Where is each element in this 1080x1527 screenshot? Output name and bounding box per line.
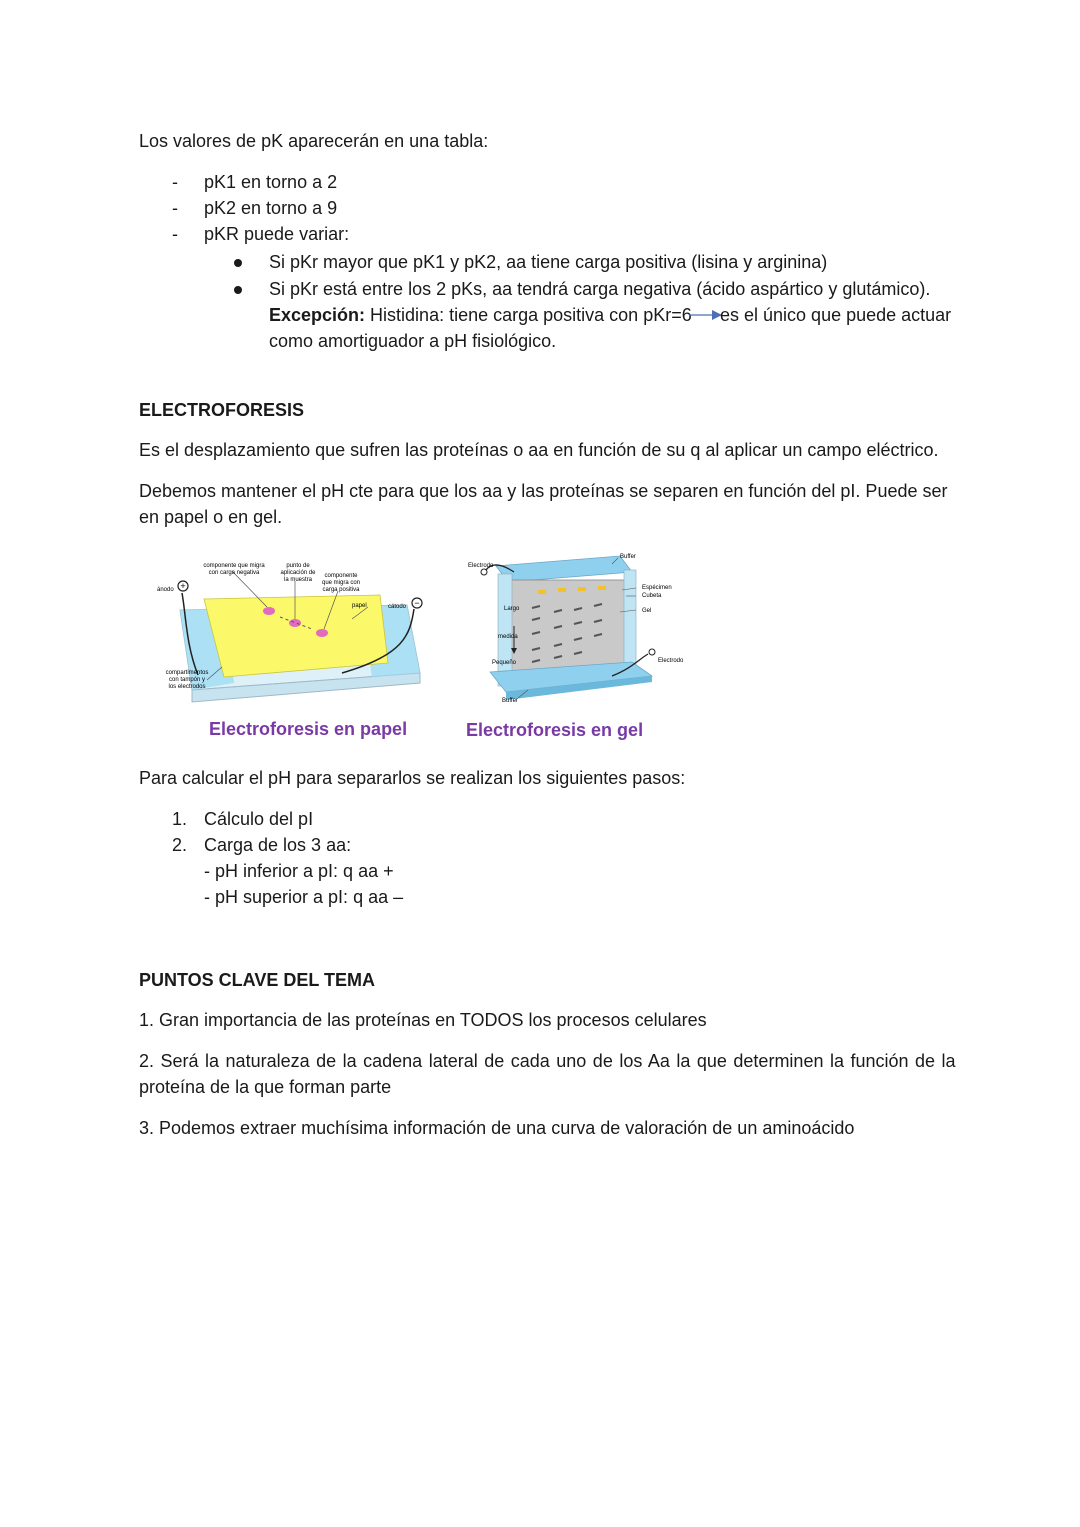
gel-electrophoresis-figure (462, 550, 694, 710)
step-2-sub-1: - pH inferior a pI: q aa + (204, 861, 394, 881)
pkr-bullet-1: Si pKr mayor que pK1 y pK2, aa tiene carga positiva (lisina y arginina) (269, 252, 828, 272)
label-negative-1: componente que migra (203, 563, 265, 569)
paper-electrophoresis-figure (152, 555, 434, 715)
exception-line (269, 302, 692, 328)
label-paper: papel (352, 603, 367, 609)
label-compartments-1: compartimentos (165, 670, 209, 676)
step-2-sub-2: - pH superior a pI: q aa – (204, 887, 404, 907)
steps-intro: Para calcular el pH para separarlos se realizan los siguientes pasos: (139, 768, 686, 788)
key-points-heading: PUNTOS CLAVE DEL TEMA (139, 970, 376, 990)
label-cathode: cátodo (388, 604, 407, 610)
label-positive-2: que migra con (321, 580, 361, 586)
electro-heading: ELECTROFORESIS (139, 400, 305, 420)
pk1-item: pK1 en torno a 2 (204, 172, 338, 192)
dash-marker: - (172, 198, 178, 218)
label-compartments-3: los electrodos (168, 684, 206, 690)
label-large: Largo (504, 606, 520, 612)
plus-sign: + (180, 581, 186, 591)
intro-text: Los valores de pK aparecerán en una tabla: (139, 131, 489, 151)
exception-after: es el único que puede actuar (720, 305, 952, 325)
exception-text: Histidina: tiene carga positiva con pKr=6 (370, 305, 692, 325)
pkr-item: pKR puede variar: (204, 224, 350, 244)
label-point-2: aplicación de (280, 570, 316, 576)
pkr-bullet-2: Si pKr está entre los 2 pKs, aa tendrá carga negativa (ácido aspártico y glutámico). (269, 279, 931, 299)
label-point-3: la muestra (283, 577, 313, 583)
bullet-dot (234, 259, 242, 267)
label-buffer-top: Buffer (620, 554, 636, 560)
label-anode: ánodo (157, 587, 174, 593)
label-compartments-2: con tampón y (168, 677, 206, 683)
electro-paragraph-2a: Debemos mantener el pH cte para que los aa y las proteínas se separen en función del pI. Puede ser (139, 481, 948, 501)
dash-marker: - (172, 172, 178, 192)
bullet-dot (234, 286, 242, 294)
label-medium: medida (498, 634, 518, 640)
dash-marker: - (172, 224, 178, 244)
label-electrode-bottom: Electrodo (658, 658, 684, 664)
key-point-1: 1. Gran importancia de las proteínas en TODOS los procesos celulares (139, 1010, 707, 1030)
label-buffer-bottom: Buffer (502, 698, 518, 704)
exception-line-2: como amortiguador a pH fisiológico. (269, 331, 557, 351)
electro-paragraph-1: Es el desplazamiento que sufren las proteínas o aa en función de su q al aplicar un campo eléctrico. (139, 440, 939, 460)
label-positive-1: componente (324, 573, 358, 579)
label-point-1: punto de (286, 563, 310, 569)
gel-figure-caption: Electroforesis en gel (466, 720, 644, 740)
step-number: 2. (172, 835, 188, 855)
arrow-icon (688, 308, 724, 322)
step-2-text: Carga de los 3 aa: (204, 835, 352, 855)
electro-paragraph-2b: en papel o en gel. (139, 507, 283, 527)
key-point-2b: proteína de la que forman parte (139, 1077, 392, 1097)
step-number: 1. (172, 809, 188, 829)
label-electrode-top: Electrodo (468, 563, 494, 569)
label-small: Pequeño (492, 660, 517, 666)
label-negative-2: con carga negativa (208, 570, 260, 576)
label-gel: Gel (642, 608, 652, 614)
exception-label: Excepción: (269, 305, 366, 325)
label-specimen: Espécimen (642, 585, 672, 591)
pk2-item: pK2 en torno a 9 (204, 198, 338, 218)
key-point-3: 3. Podemos extraer muchísima información de una curva de valoración de un aminoácido (139, 1118, 855, 1138)
label-cubeta: Cubeta (642, 593, 662, 599)
label-positive-3: carga positiva (322, 587, 360, 593)
minus-sign: − (414, 598, 420, 608)
key-point-2a: 2. Será la naturaleza de la cadena lateral de cada uno de los Aa la que determinen la función de la (139, 1051, 956, 1071)
step-1-text: Cálculo del pI (204, 809, 314, 829)
paper-figure-caption: Electroforesis en papel (209, 719, 408, 739)
